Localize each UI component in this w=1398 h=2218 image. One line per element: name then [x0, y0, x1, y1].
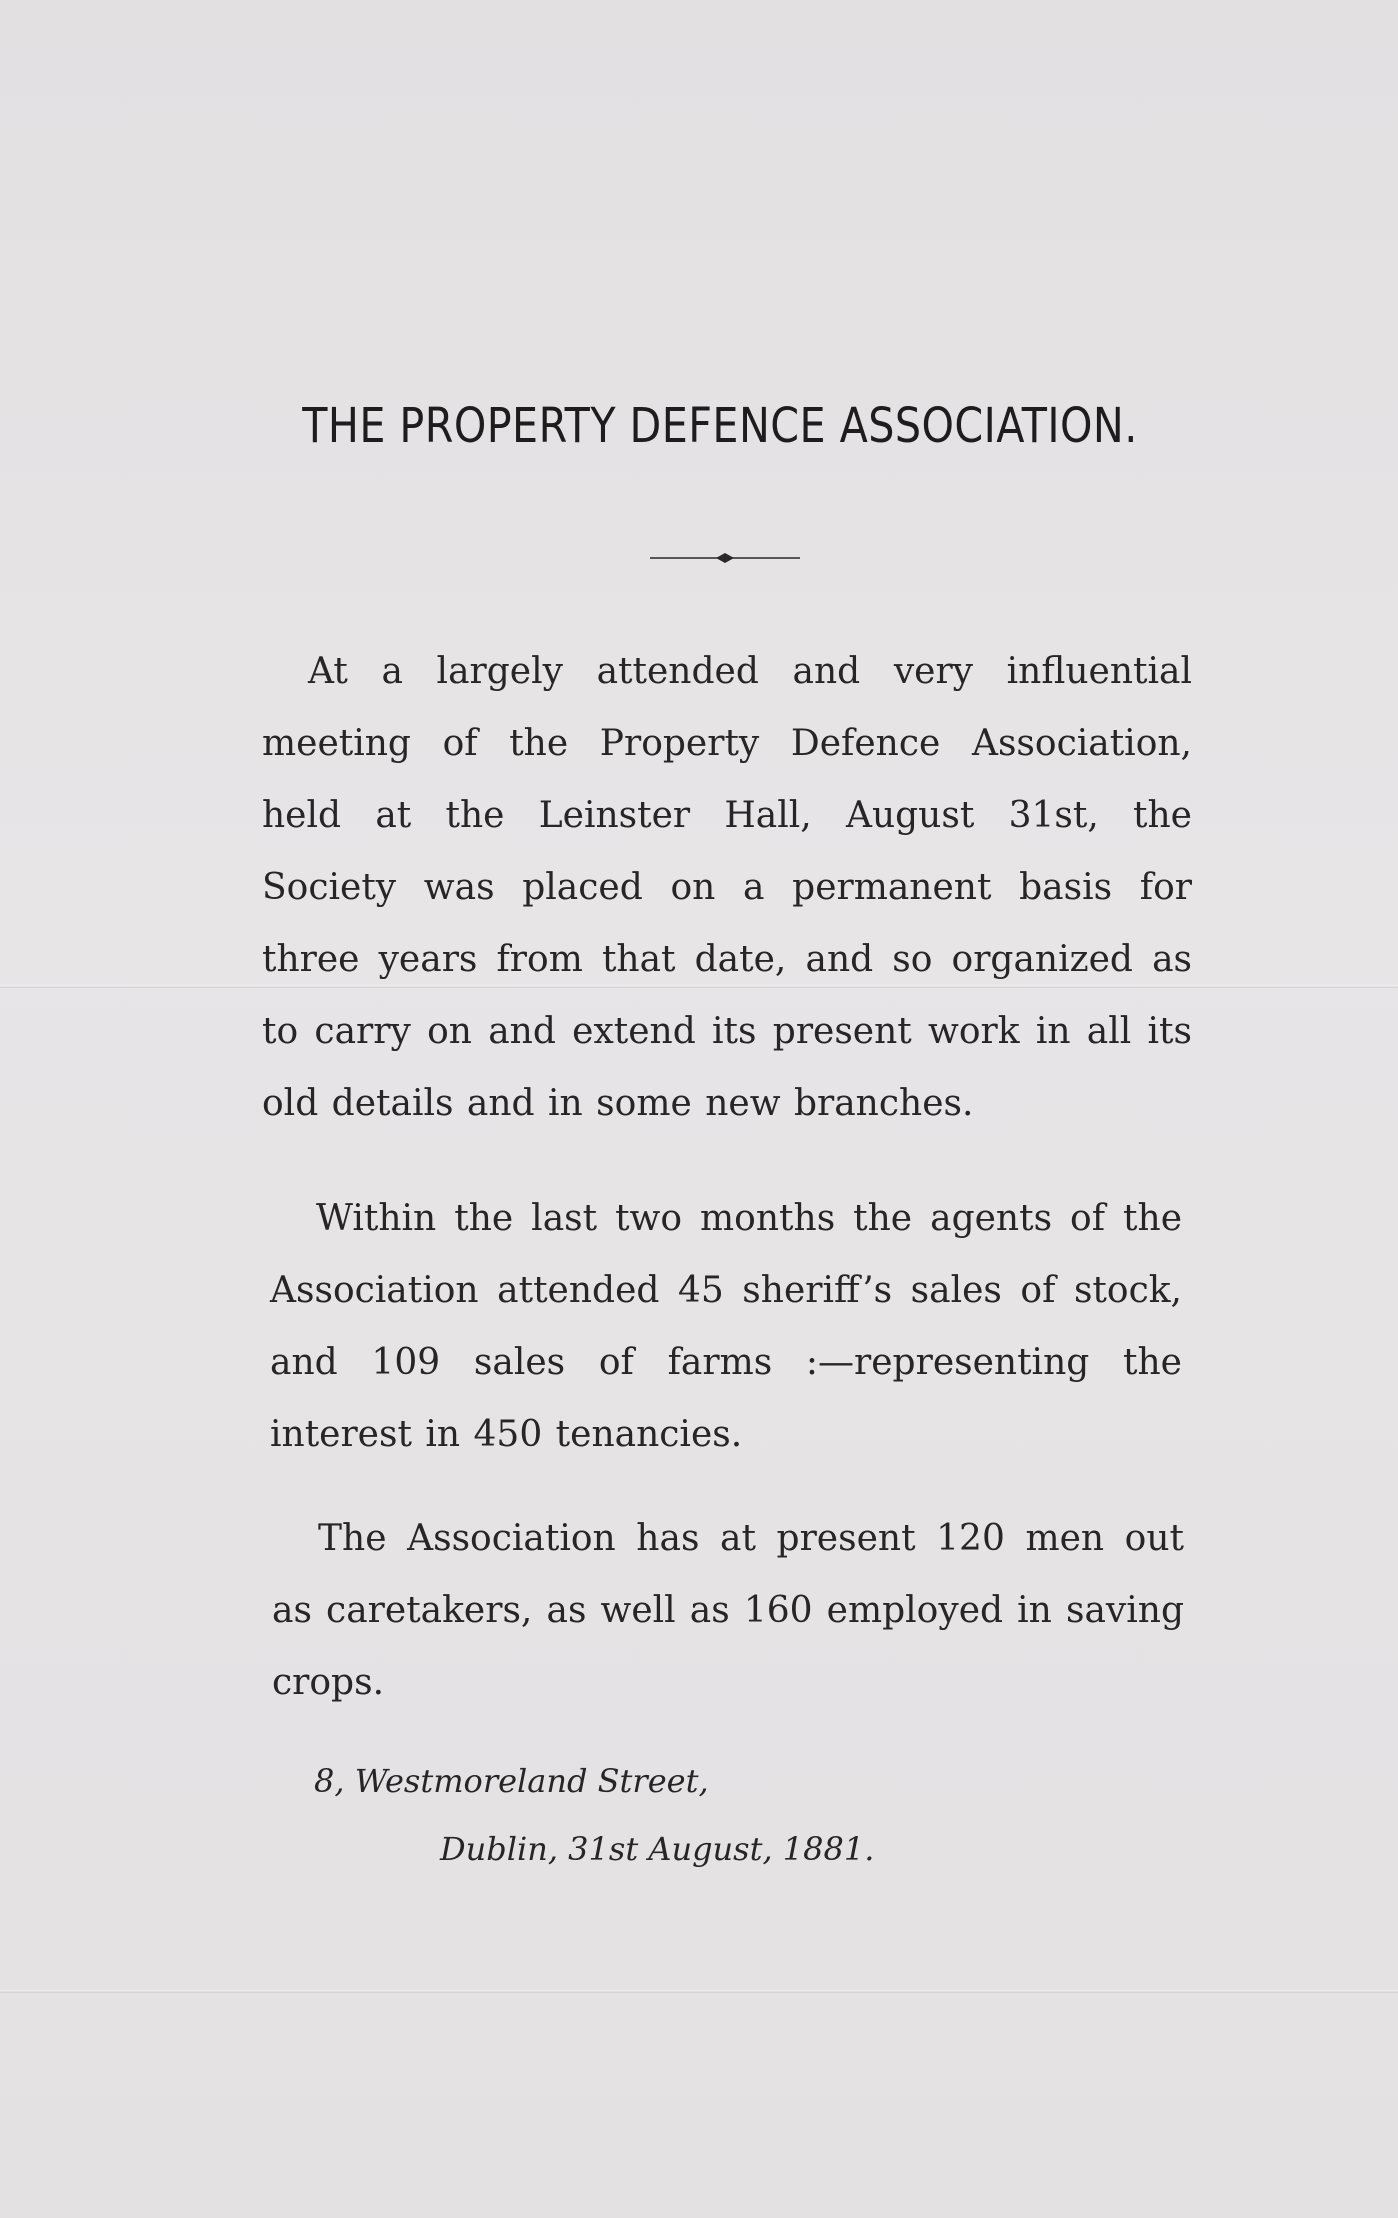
paragraph-sales: Within the last two months the agents of the Association attended 45 sheriff’s sales of stock, and 109 sales of farms :—representing the interest in 450 tenancies.: [270, 1198, 1182, 1455]
divider-ornament: [650, 549, 800, 567]
address-date: Dublin, 31st August, 1881.: [440, 1830, 875, 1868]
paper-fold-line: [0, 1990, 1398, 1993]
address-street: 8, Westmoreland Street,: [314, 1762, 709, 1800]
document-title: THE PROPERTY DEFENCE ASSOCIATION.: [302, 398, 1138, 454]
paragraph-meeting: At a largely attended and very influential meeting of the Property Defence Association, held at the Leinster Hall, August 31st, the Society was placed on a permanent basis for three years from that date, and so organized as to carry on and extend its present work in all its old details and in some new branches.: [262, 651, 1192, 1124]
paragraph-caretakers: The Association has at present 120 men out as caretakers, as well as 160 employed in saving crops.: [272, 1518, 1184, 1703]
